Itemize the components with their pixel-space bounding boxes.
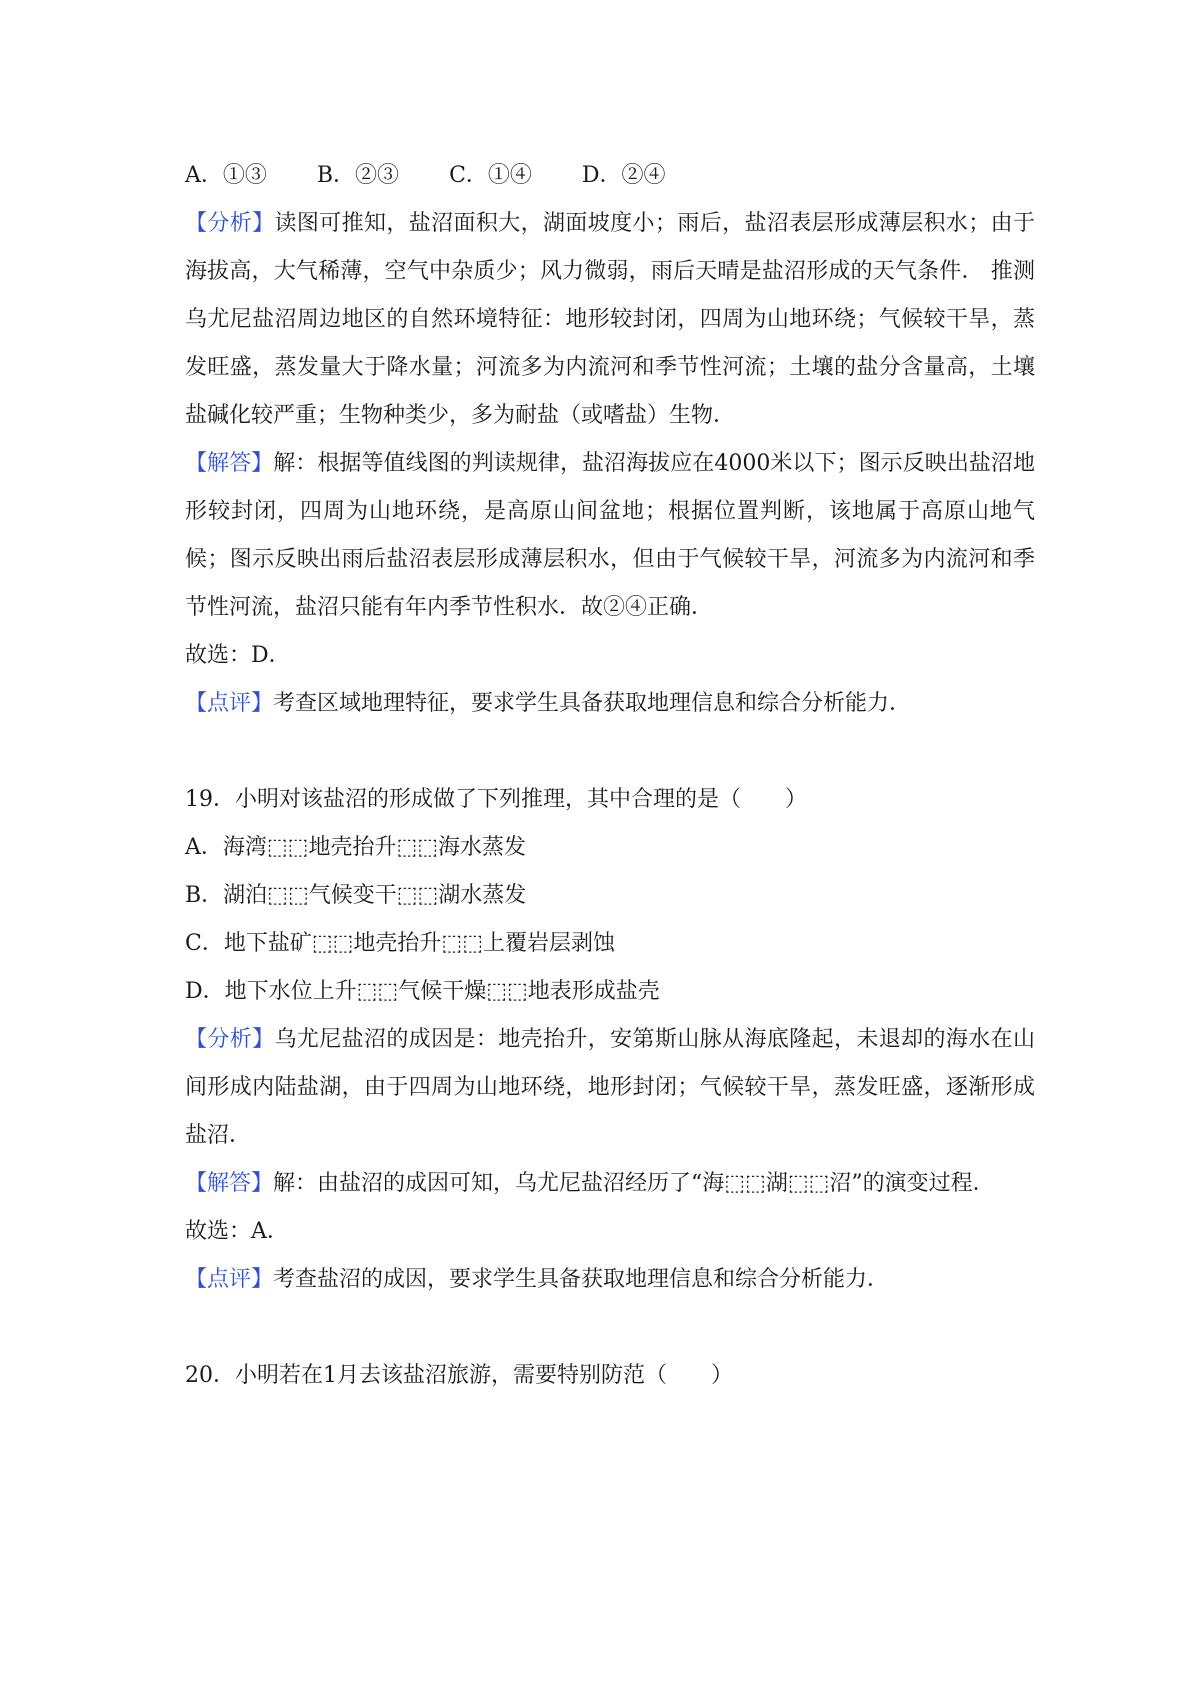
q19-comment-text: 考查盐沼的成因，要求学生具备获取地理信息和综合分析能力． <box>273 1267 890 1292</box>
q18-analysis <box>185 200 1035 440</box>
q19-analysis-text: 乌尤尼盐沼的成因是：地壳抬升，安第斯山脉从海底隆起，未退却的海水在山间形成内陆盐湖，由于四周为山地环绕，地形封闭；气候较干旱，蒸发旺盛，逐渐形成盐沼． <box>185 1027 1035 1148</box>
q19-option-d: D．地下水位上升⬚⬚气候干燥⬚⬚地表形成盐壳 <box>185 979 660 1004</box>
q19-analysis <box>185 1016 1035 1160</box>
document-content <box>185 152 1035 1400</box>
q18-answer <box>185 440 1035 632</box>
q18-answer-tag: 【解答】 <box>185 451 274 476</box>
q18-option-a: A．①③ <box>185 163 267 188</box>
q19-choice: 故选：A． <box>185 1219 289 1244</box>
q19-option-b: B．湖泊⬚⬚气候变干⬚⬚湖水蒸发 <box>185 883 527 908</box>
q18-comment-tag: 【点评】 <box>185 691 274 716</box>
q18-analysis-text: 读图可推知，盐沼面积大，湖面坡度小；雨后，盐沼表层形成薄层积水；由于海拔高，大气稀薄，空气中杂质少；风力微弱，雨后天晴是盐沼形成的天气条件． 推测乌尤尼盐沼周边地区的自然环境特征：地形较封闭，四周为山地环绕；气候较干旱，蒸发旺盛，蒸发量大于降水量；河流多为内流河和季节性河流；土壤的盐分含量高，土壤盐碱化较严重；生物种类少，多为耐盐（或嗜盐）生物． <box>185 211 1035 428</box>
q18-analysis-tag: 【分析】 <box>185 211 275 236</box>
q19-answer-text: 解：由盐沼的成因可知，乌尤尼盐沼经历了“海⬚⬚湖⬚⬚沼”的演变过程． <box>273 1171 995 1196</box>
q18-comment <box>185 680 1035 728</box>
q18-options <box>185 152 1035 200</box>
q18-choice: 故选：D． <box>185 643 291 668</box>
q20-question: 20．小明若在1月去该盐沼旅游，需要特别防范（ ） <box>185 1363 733 1388</box>
q18-answer-text: 解：根据等值线图的判读规律，盐沼海拔应在4000米以下；图示反映出盐沼地形较封闭，四周为山地环绕，是高原山间盆地；根据位置判断，该地属于高原山地气候；图示反映出雨后盐沼表层形成薄层积水，但由于气候较干旱，河流多为内流河和季节性河流，盐沼只能有年内季节性积水．故②④正确． <box>185 451 1035 620</box>
q19-comment-tag: 【点评】 <box>185 1267 274 1292</box>
q19-option-c: C．地下盐矿⬚⬚地壳抬升⬚⬚上覆岩层剥蚀 <box>185 931 615 956</box>
q19-analysis-tag: 【分析】 <box>185 1027 275 1052</box>
q19-comment <box>185 1256 1035 1304</box>
q19-question: 19．小明对该盐沼的形成做了下列推理，其中合理的是（ ） <box>185 787 807 812</box>
q19-option-a: A．海湾⬚⬚地壳抬升⬚⬚海水蒸发 <box>185 835 527 860</box>
q19-answer-tag: 【解答】 <box>185 1171 274 1196</box>
q18-comment-text: 考查区域地理特征，要求学生具备获取地理信息和综合分析能力． <box>273 691 912 716</box>
q18-option-d: D．②④ <box>581 163 666 188</box>
q18-option-b: B．②③ <box>316 163 400 188</box>
q19-answer <box>185 1160 1035 1208</box>
q18-option-c: C．①④ <box>449 163 532 188</box>
